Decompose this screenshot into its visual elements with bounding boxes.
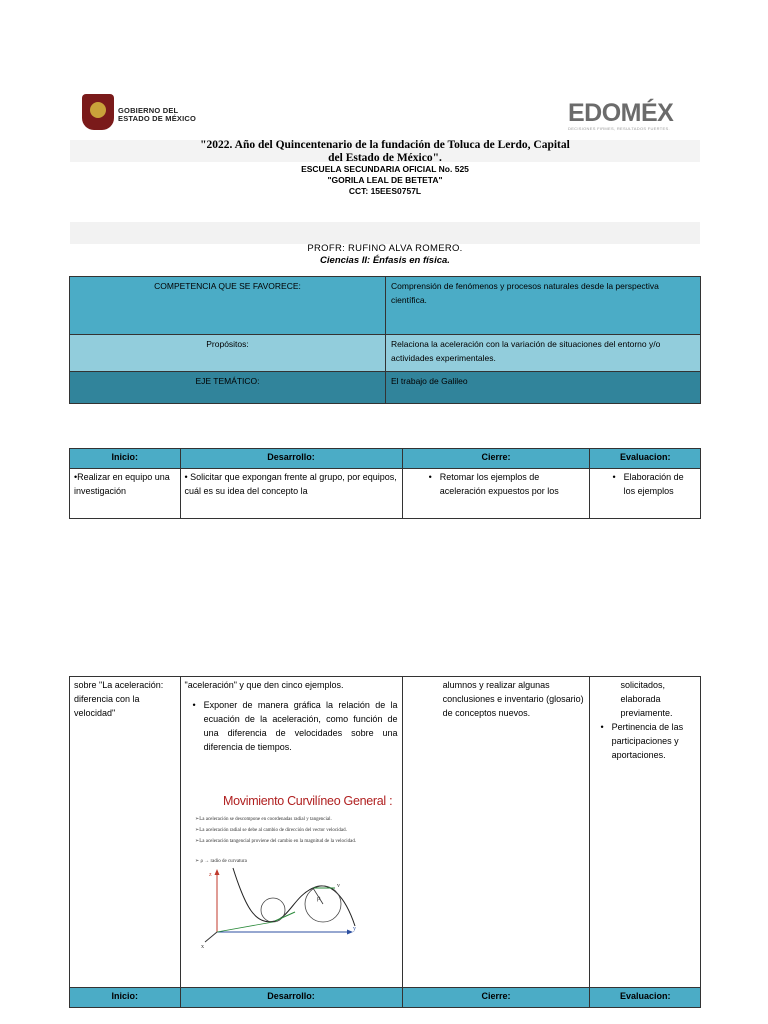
gobierno-logo bbox=[82, 94, 202, 132]
header-strip-2 bbox=[70, 222, 700, 244]
trajectory-curve bbox=[233, 868, 355, 926]
competencia-value: Comprensión de fenómenos y procesos naturales desde la perspectiva científica. bbox=[386, 277, 701, 335]
bullet-icon: • bbox=[192, 700, 196, 710]
header-desarrollo: Desarrollo: bbox=[180, 449, 402, 469]
activities-table-part1 bbox=[69, 448, 701, 519]
figure-bullet: ➢La aceleración radial se debe al cambio de dirección del vector velocidad. bbox=[195, 828, 347, 833]
competencia-row bbox=[70, 277, 701, 335]
figure-bullet: ➢La aceleración tangencial proviene del cambio en la magnitud de la velocidad. bbox=[195, 839, 357, 844]
gobierno-logo-text: GOBIERNO DEL ESTADO DE MÉXICO bbox=[118, 106, 197, 123]
edomex-wordmark: EDOMÉX bbox=[568, 99, 674, 127]
header-cierre: Cierre: bbox=[402, 988, 590, 1008]
velocity-label: v bbox=[337, 883, 340, 889]
propositos-value: Relaciona la aceleración con la variación de situaciones del entorno y/o actividades experimentales. bbox=[386, 335, 701, 372]
curvilinear-diagram bbox=[195, 866, 400, 950]
header-cierre: Cierre: bbox=[402, 449, 590, 469]
subject-title: Ciencias II: Énfasis en física. bbox=[320, 255, 450, 266]
gobierno-shield-icon bbox=[82, 94, 114, 130]
competencia-table bbox=[69, 276, 701, 404]
curvilinear-motion-figure bbox=[195, 790, 400, 950]
propositos-label: Propósitos: bbox=[70, 335, 386, 372]
bullet-icon: • bbox=[428, 472, 432, 482]
bullet-icon: • bbox=[612, 472, 616, 482]
edomex-tagline: DECISIONES FIRMES, RESULTADOS FUERTES. bbox=[568, 126, 670, 131]
bullet-icon: • bbox=[600, 722, 604, 732]
teacher-name: PROFR: RUFINO ALVA ROMERO. bbox=[307, 243, 463, 254]
y-axis-label: y bbox=[353, 926, 356, 932]
table-row bbox=[70, 469, 701, 519]
inicio-cell: sobre "La aceleración: diferencia con la velocidad" bbox=[70, 677, 181, 988]
school-name: ESCUELA SECUNDARIA OFICIAL No. 525 bbox=[301, 164, 469, 174]
position-vector bbox=[217, 922, 273, 932]
desarrollo-cell: • Solicitar que expongan frente al grupo, por equipos, cuál es su idea del concepto la bbox=[180, 469, 402, 519]
rho-label: ρ bbox=[317, 894, 321, 902]
z-axis-arrow-icon bbox=[215, 869, 220, 875]
figure-title: Movimiento Curvilíneo General : bbox=[223, 794, 393, 808]
school-cct: CCT: 15EES0757L bbox=[348, 186, 422, 196]
inicio-cell: •Realizar en equipo una investigación bbox=[70, 469, 181, 519]
year-motto: "2022. Año del Quincentenario de la fundación de Toluca de Lerdo, Capital del Estado de México". bbox=[200, 139, 570, 164]
activities-header-row bbox=[70, 449, 701, 469]
figure-bullet: ➢ ρ → radio de curvatura bbox=[195, 859, 247, 864]
eje-tematico-row bbox=[70, 372, 701, 404]
x-axis bbox=[205, 932, 217, 942]
evaluacion-cell: solicitados, elaborada previamente. • Pertinencia de las participaciones y aportaciones. bbox=[590, 677, 701, 988]
competencia-label: COMPETENCIA QUE SE FAVORECE: bbox=[70, 277, 386, 335]
evaluacion-cell: • Elaboración de los ejemplos bbox=[590, 469, 701, 519]
cierre-cell: alumnos y realizar algunas conclusiones e inventario (glosario) de conceptos nuevos. bbox=[402, 677, 590, 988]
activities-header-row bbox=[70, 988, 701, 1008]
figure-bullet: ➢La aceleración se descompone en coordenadas radial y tangencial. bbox=[195, 817, 332, 822]
x-axis-label: x bbox=[201, 944, 204, 950]
edomex-logo bbox=[568, 100, 688, 136]
header-desarrollo: Desarrollo: bbox=[180, 988, 402, 1008]
header-inicio: Inicio: bbox=[70, 449, 181, 469]
desarrollo-cell: "aceleración" y que den cinco ejemplos. • Exponer de manera gráfica la relación de la ecuación de la aceleración, como función de una diferencia de velocidades sobre una diferencia de tiempos. bbox=[180, 677, 402, 988]
eje-tematico-label: EJE TEMÁTICO: bbox=[70, 372, 386, 404]
propositos-row bbox=[70, 335, 701, 372]
header-evaluacion: Evaluacion: bbox=[590, 988, 701, 1008]
z-axis-label: z bbox=[209, 872, 212, 878]
header-evaluacion: Evaluacion: bbox=[590, 449, 701, 469]
velocity-vector bbox=[275, 912, 295, 921]
header-inicio: Inicio: bbox=[70, 988, 181, 1008]
cierre-cell: • Retomar los ejemplos de aceleración expuestos por los bbox=[402, 469, 590, 519]
eje-tematico-value: El trabajo de Galileo bbox=[386, 372, 701, 404]
school-nickname: "GORILA LEAL DE BETETA" bbox=[327, 175, 443, 185]
